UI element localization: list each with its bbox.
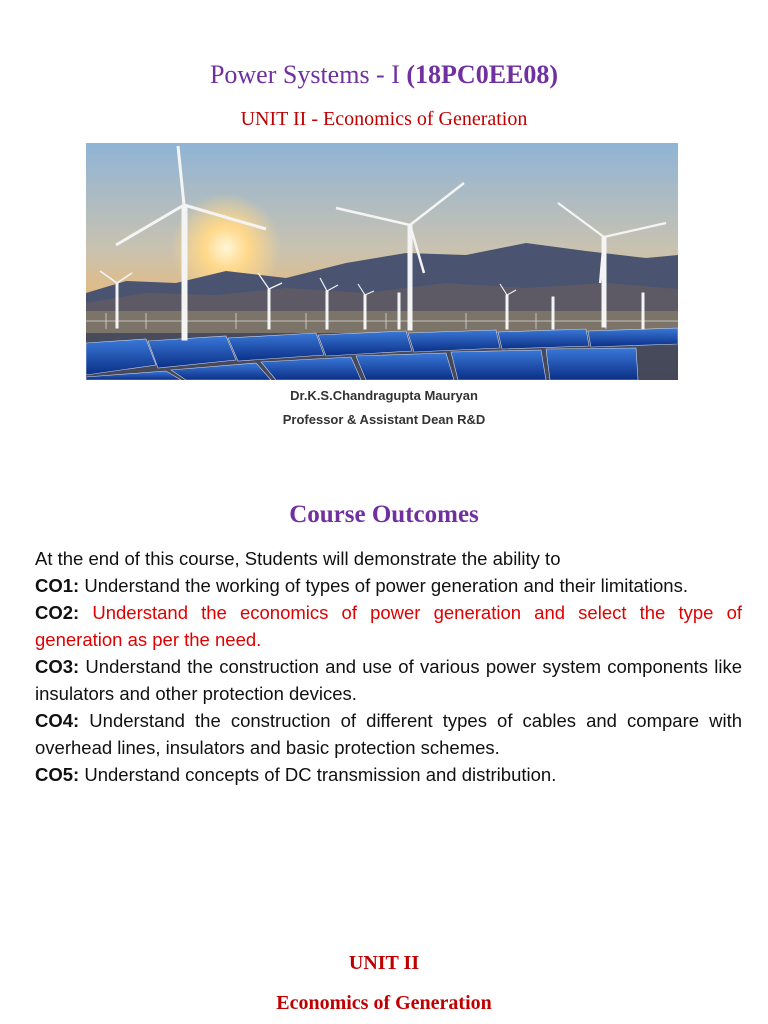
outcome-text: Understand the construction of different types of cables and compare with overhead lines, insulators and basic protection schemes.	[35, 710, 743, 758]
outcome-item	[35, 599, 742, 653]
outcome-code: CO5:	[35, 764, 80, 785]
author-designation: Professor & Assistant Dean R&D	[282, 412, 486, 427]
outcome-code: CO4:	[35, 710, 80, 731]
unit-subtitle: UNIT II - Economics of Generation	[240, 108, 528, 130]
outcome-text: Understand concepts of DC transmission and distribution.	[84, 764, 557, 785]
course-outcomes-list	[35, 545, 742, 788]
course-outcomes-heading: Course Outcomes	[289, 501, 479, 528]
author-name: Dr.K.S.Chandragupta Mauryan	[290, 388, 478, 403]
outcome-item	[35, 761, 742, 788]
outcome-item	[35, 572, 742, 599]
outcome-code: CO1:	[35, 575, 80, 596]
course-code: (18PC0EE08)	[406, 60, 559, 89]
outcome-text-highlighted: Understand the economics of power generation and select the type of generation as per the need.	[35, 602, 743, 650]
wind-solar-farm-image	[86, 143, 678, 380]
outcome-text: Understand the construction and use of various power system components like insulators and other protection devices.	[35, 656, 742, 704]
course-title	[0, 60, 768, 90]
unit-label: UNIT II	[348, 952, 420, 974]
outcome-text: Understand the working of types of power generation and their limitations.	[84, 575, 688, 596]
outcomes-intro: At the end of this course, Students will demonstrate the ability to	[35, 548, 561, 569]
outcome-code: CO2:	[35, 602, 80, 623]
course-title-text: Power Systems - I	[209, 60, 400, 89]
outcome-item	[35, 707, 742, 761]
outcome-item	[35, 653, 742, 707]
outcome-code: CO3:	[35, 656, 80, 677]
unit-topic: Economics of Generation	[276, 992, 492, 1014]
